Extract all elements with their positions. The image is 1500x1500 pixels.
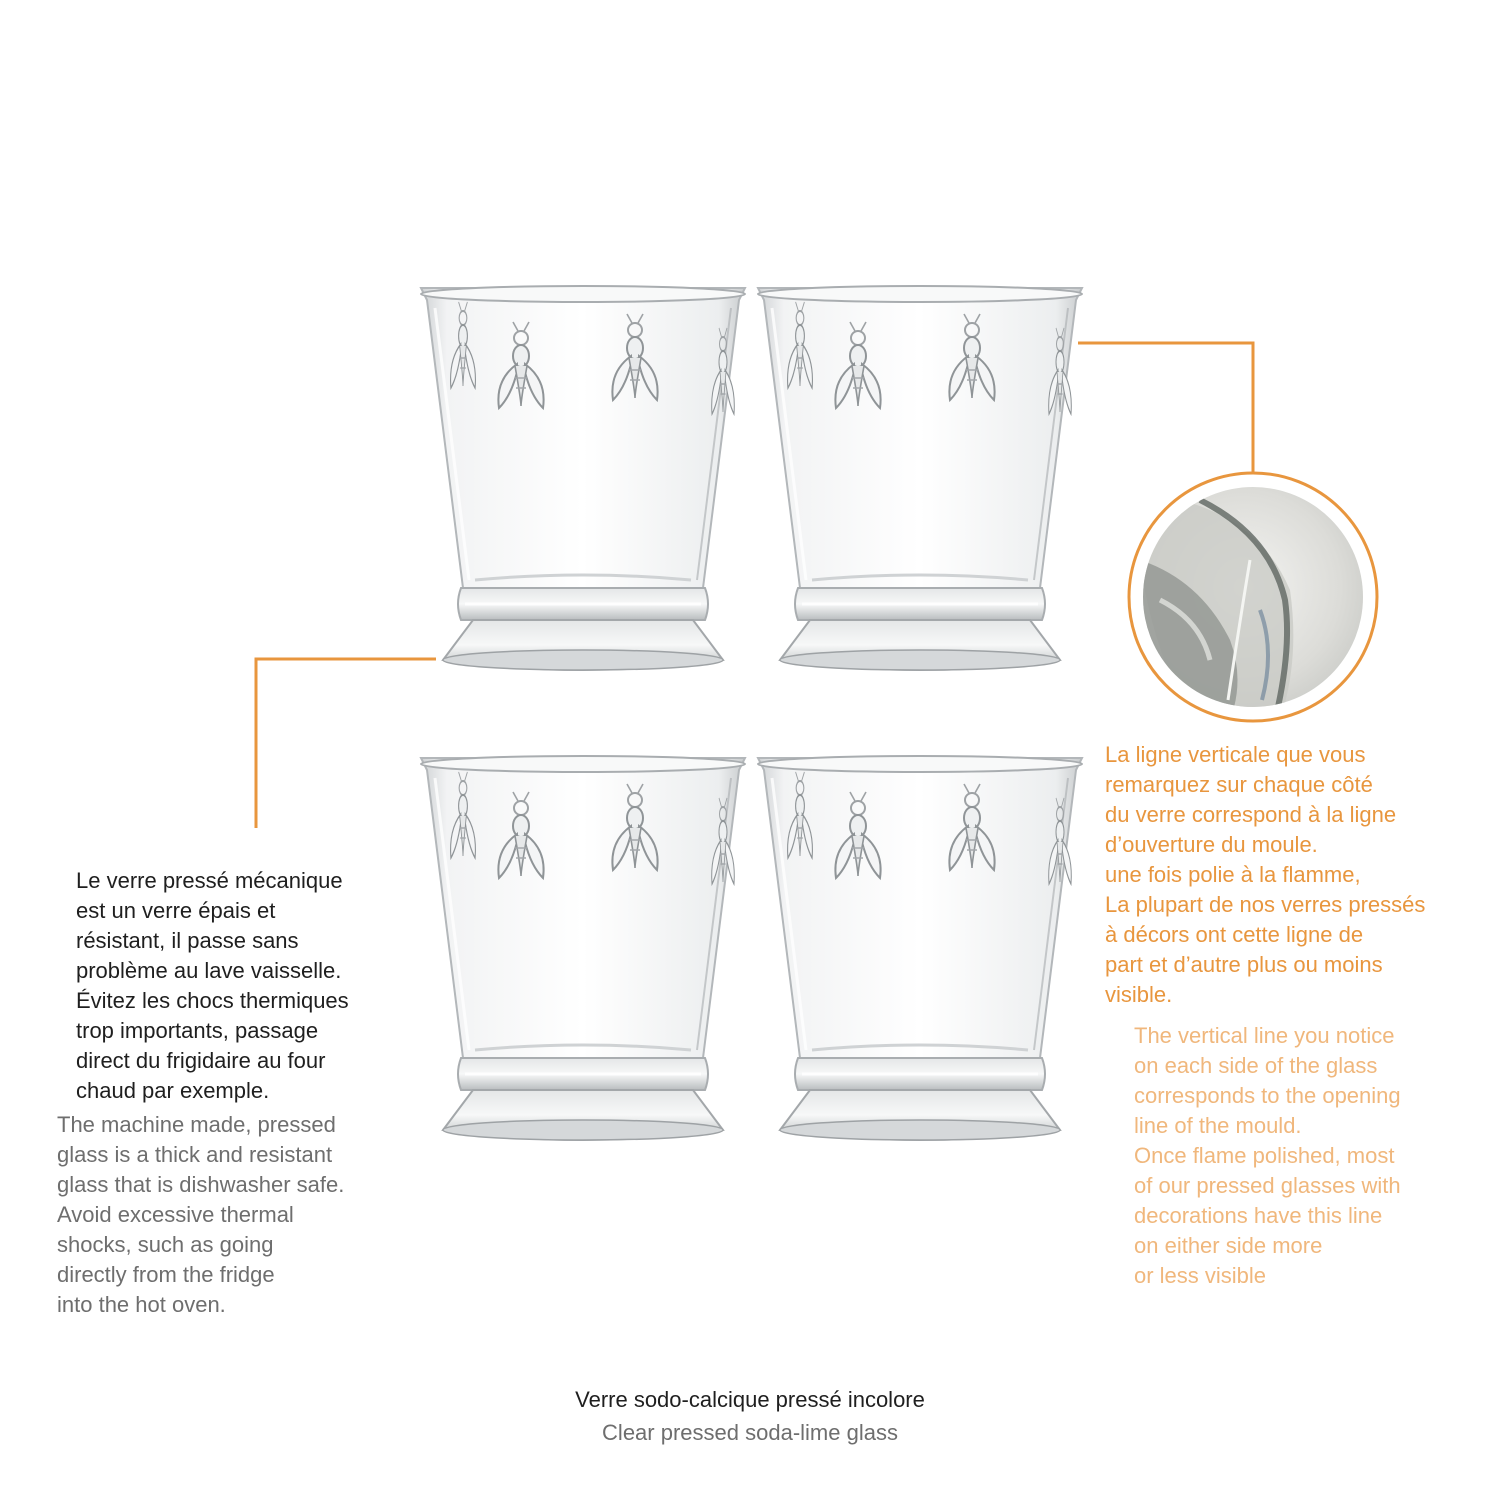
text-line: corresponds to the opening xyxy=(1134,1083,1401,1108)
left-english-note xyxy=(57,1110,344,1320)
text-line: visible. xyxy=(1105,982,1173,1007)
text-line: La plupart de nos verres pressés xyxy=(1105,892,1426,917)
text-line: of our pressed glasses with xyxy=(1134,1173,1401,1198)
text-line: glass that is dishwasher safe. xyxy=(57,1172,345,1197)
text-line: La ligne verticale que vous xyxy=(1105,742,1366,767)
text-line: Once flame polished, most xyxy=(1134,1143,1395,1168)
text-line: est un verre épais et xyxy=(76,898,276,923)
text-line: or less visible xyxy=(1134,1263,1267,1288)
glass-top-left xyxy=(421,286,745,670)
text-line: shocks, such as going xyxy=(57,1232,274,1257)
text-line: direct du frigidaire au four xyxy=(76,1048,326,1073)
text-line: problème au lave vaisselle. xyxy=(76,958,342,983)
text-line: remarquez sur chaque côté xyxy=(1105,772,1373,797)
text-line: The machine made, pressed xyxy=(57,1112,336,1137)
text-line: into the hot oven. xyxy=(57,1292,226,1317)
text-line: part et d’autre plus ou moins xyxy=(1105,952,1383,977)
text-line: trop importants, passage xyxy=(76,1018,319,1043)
callout-line-right xyxy=(1078,343,1253,473)
text-line: une fois polie à la flamme, xyxy=(1105,862,1361,887)
text-line: Avoid excessive thermal xyxy=(57,1202,294,1227)
text-line: du verre correspond à la ligne xyxy=(1105,802,1397,827)
glass-bottom-left xyxy=(421,756,745,1140)
text-line: glass is a thick and resistant xyxy=(57,1142,333,1167)
text-line: on either side more xyxy=(1134,1233,1323,1258)
text-line: Évitez les chocs thermiques xyxy=(76,988,349,1013)
text-line: Le verre pressé mécanique xyxy=(76,868,343,893)
text-line: decorations have this line xyxy=(1134,1203,1383,1228)
text-line: line of the mould. xyxy=(1134,1113,1302,1138)
caption-english: Clear pressed soda-lime glass xyxy=(602,1420,898,1445)
caption-french: Verre sodo-calcique pressé incolore xyxy=(575,1387,925,1412)
text-line: on each side of the glass xyxy=(1134,1053,1378,1078)
text-line: à décors ont cette ligne de xyxy=(1105,922,1364,947)
left-french-note xyxy=(76,866,349,1106)
text-line: chaud par exemple. xyxy=(76,1078,270,1103)
text-line: The vertical line you notice xyxy=(1134,1023,1395,1048)
right-french-note xyxy=(1105,740,1425,1010)
text-line: d’ouverture du moule. xyxy=(1105,832,1318,857)
mould-line-zoom xyxy=(1129,473,1377,721)
glass-top-right xyxy=(758,286,1082,670)
text-line: résistant, il passe sans xyxy=(76,928,299,953)
text-line: directly from the fridge xyxy=(57,1262,275,1287)
callout-line-left xyxy=(256,659,436,828)
right-english-note xyxy=(1134,1021,1401,1291)
glass-bottom-right xyxy=(758,756,1082,1140)
